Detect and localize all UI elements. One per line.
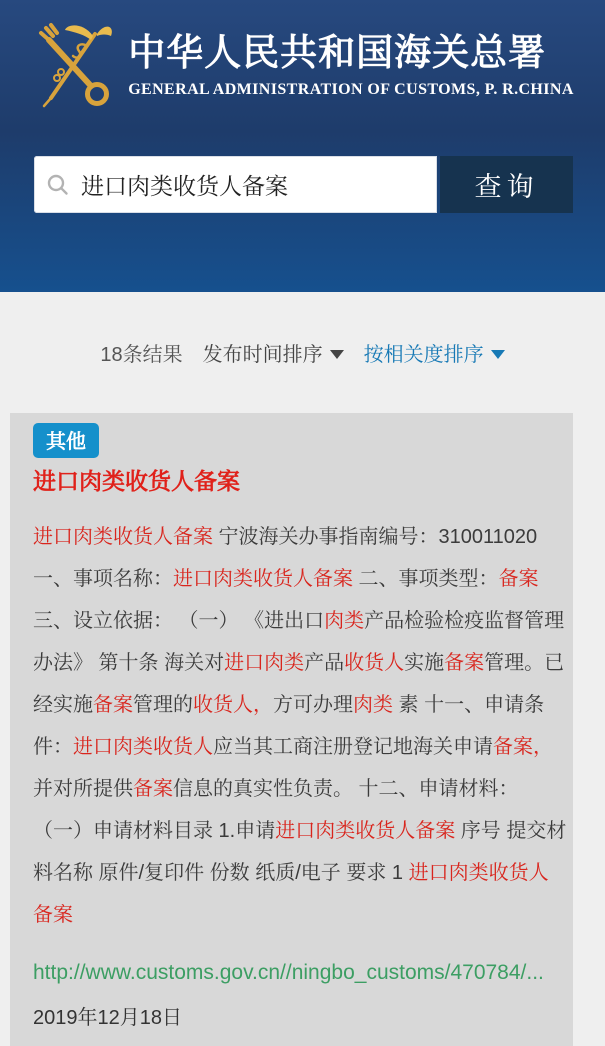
result-body-line xyxy=(33,852,556,894)
search-submit-button[interactable]: 查询 xyxy=(440,156,573,213)
body-text: 方可办理 xyxy=(273,694,353,716)
body-text: 料名称 原件/复印件 份数 纸质/电子 要求 1 xyxy=(33,862,409,884)
highlighted-keyword: 肉类 xyxy=(353,694,393,716)
result-body-line xyxy=(33,558,556,600)
result-body-line xyxy=(33,642,565,684)
highlighted-keyword: 备案 xyxy=(133,778,173,800)
body-text: 件： xyxy=(33,736,73,758)
body-text: 宁波海关办事指南编号：310011020 xyxy=(213,526,538,548)
chevron-down-icon xyxy=(330,350,344,359)
site-title-english: GENERAL ADMINISTRATION OF CUSTOMS, P. R.CHINA xyxy=(128,80,574,98)
body-text: 并对所提供 xyxy=(33,778,133,800)
result-url-link[interactable]: http://www.customs.gov.cn//ningbo_customs/470784/... xyxy=(33,961,544,984)
highlighted-keyword: 进口肉类收货人备案 xyxy=(33,526,213,548)
search-bar xyxy=(34,156,573,213)
results-count: 18条结果 xyxy=(100,344,183,366)
highlighted-keyword: 进口肉类 xyxy=(224,652,305,674)
search-box[interactable] xyxy=(34,156,437,213)
body-text: 实施 xyxy=(404,652,445,674)
result-body-line xyxy=(33,684,556,726)
category-badge: 其他 xyxy=(33,423,99,458)
body-text: 三、设立依据： （一） 《进出口 xyxy=(33,610,325,632)
highlighted-keyword: 备案 xyxy=(444,652,485,674)
result-title-link[interactable]: 进口肉类收货人备案 xyxy=(33,468,240,494)
body-text: 序号 提交材 xyxy=(455,820,567,842)
result-body-line xyxy=(33,768,556,810)
highlighted-keyword: 收货人， xyxy=(193,694,273,716)
highlighted-keyword: 进口肉类收货人备案 xyxy=(173,568,353,590)
highlighted-keyword: 备案 xyxy=(33,904,73,926)
body-text: 产品检验检疫监督管理 xyxy=(364,610,565,632)
customs-emblem-icon xyxy=(31,20,119,110)
highlighted-keyword: 收货人 xyxy=(344,652,405,674)
body-text: 办法》 第十条 海关对 xyxy=(33,652,225,674)
body-text: 产品 xyxy=(304,652,345,674)
sort-by-publish-time[interactable] xyxy=(203,338,344,367)
highlighted-keyword: 进口肉类收货人 xyxy=(408,862,549,884)
results-sort-bar xyxy=(0,292,605,413)
body-text: 二、事项类型： xyxy=(353,568,499,590)
sort-by-publish-time-label: 发布时间排序 xyxy=(202,344,323,366)
search-icon xyxy=(46,173,70,197)
body-text: 应当其工商注册登记地海关申请 xyxy=(213,736,493,758)
body-text: 一、事项名称： xyxy=(33,568,173,590)
site-title-chinese: 中华人民共和国海关总署 xyxy=(128,33,547,75)
sort-by-relevance[interactable] xyxy=(364,338,505,367)
result-body-line xyxy=(33,516,556,558)
body-text: 信息的真实性负责。 十二、申请材料： xyxy=(173,778,519,800)
search-result-card[interactable] xyxy=(10,413,573,1046)
result-body-line xyxy=(33,894,556,936)
result-body-line xyxy=(33,726,556,768)
brand-text xyxy=(128,31,574,98)
highlighted-keyword: 进口肉类收货人备案 xyxy=(275,820,456,842)
highlighted-keyword: 备案 xyxy=(498,568,539,590)
body-text: 素 十一、申请条 xyxy=(393,694,545,716)
body-text: （一）申请材料目录 1.申请 xyxy=(33,820,276,842)
highlighted-keyword: 进口肉类收货人 xyxy=(73,736,213,758)
chevron-down-icon xyxy=(491,350,505,359)
body-text: 管理的 xyxy=(133,694,193,716)
body-text: 经实施 xyxy=(33,694,93,716)
site-brand xyxy=(0,0,605,110)
body-text: 管理。已 xyxy=(484,652,565,674)
site-header xyxy=(0,0,605,292)
result-body xyxy=(33,516,567,936)
highlighted-keyword: 备案 xyxy=(93,694,133,716)
highlighted-keyword: 肉类 xyxy=(324,610,365,632)
result-body-line xyxy=(33,600,565,642)
result-body-line xyxy=(33,810,567,852)
search-input[interactable] xyxy=(79,170,429,199)
sort-by-relevance-label: 按相关度排序 xyxy=(363,344,484,366)
highlighted-keyword: 备案， xyxy=(493,736,553,758)
result-date: 2019年12月18日 xyxy=(33,1007,182,1029)
